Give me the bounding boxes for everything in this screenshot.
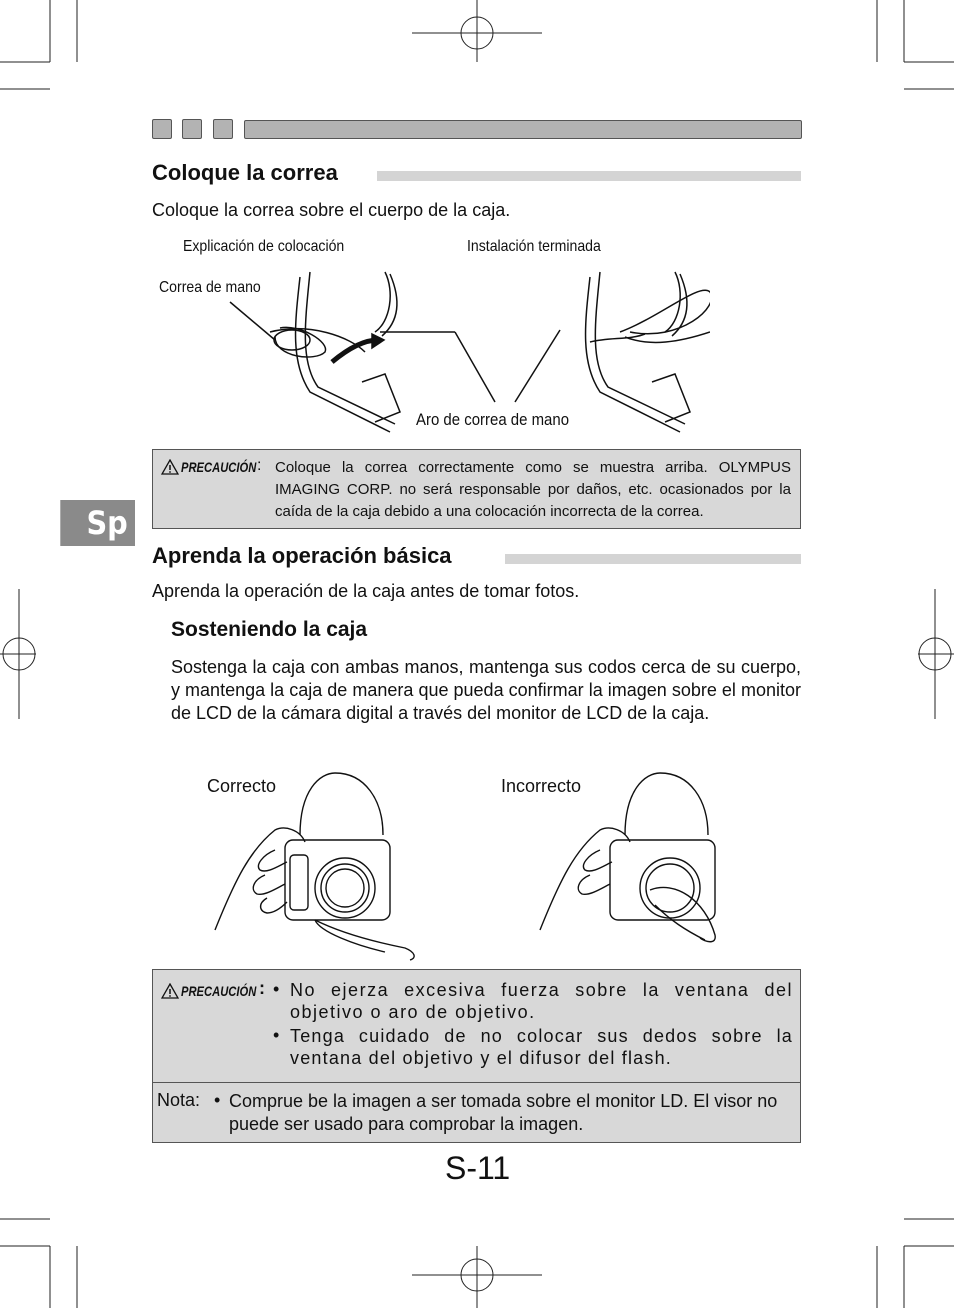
label-installed: Instalación terminada <box>467 238 601 255</box>
section-heading-operation: Aprenda la operación básica <box>152 543 452 568</box>
header-square-2 <box>182 119 202 139</box>
strap-intro-text: Coloque la correa sobre el cuerpo de la caja. <box>152 200 511 220</box>
label-explanation: Explicación de colocación <box>183 238 345 255</box>
caution-box-strap <box>152 449 801 529</box>
label-hand-strap: Correa de mano <box>159 279 261 296</box>
holding-text: Sostenga la caja con ambas manos, mantenga sus codos cerca de su cuerpo, y mantenga la caja de manera que pueda confirmar la imagen sobre el monitor de LCD de la cámara digital a través del monitor de LCD de la caja. <box>171 657 801 723</box>
header-square-1 <box>152 119 172 139</box>
caution-tag: PRECAUCIÓN <box>181 983 257 999</box>
warning-icon <box>161 459 179 475</box>
warning-icon <box>161 983 179 999</box>
label-correct: Correcto <box>207 776 277 796</box>
heading-rule <box>505 554 801 564</box>
heading-rule <box>377 171 801 181</box>
strap-illustration <box>150 262 710 442</box>
bullet-2: • <box>273 1025 280 1045</box>
caution-item-1: No ejerza excesiva fuerza sobre la ventana del objetivo o aro de objetivo. <box>290 980 793 1022</box>
language-tab: Sp <box>60 500 135 546</box>
caution-item-2: Tenga cuidado de no colocar sus dedos sobre la ventana del objetivo y el difusor del flash. <box>290 1026 793 1068</box>
section-heading-strap: Coloque la correa <box>152 160 338 185</box>
operation-intro-text: Aprenda la operación de la caja antes de tomar fotos. <box>152 581 580 601</box>
caution-text-strap: Coloque la correa correctamente como se muestra arriba. OLYMPUS IMAGING CORP. no será responsable por daños, etc. ocasionados por la caída de la caja debido a una colocación incorrecta de la correa. <box>275 459 791 520</box>
label-strap-ring: Aro de correa de mano <box>416 410 570 429</box>
caution-colon: : <box>259 978 265 998</box>
divider <box>153 1082 800 1083</box>
bullet-1: • <box>273 979 280 999</box>
caution-tag: PRECAUCIÓN <box>181 459 257 475</box>
bullet-note: • <box>214 1090 221 1110</box>
holding-illustration <box>205 770 725 965</box>
header-bar <box>244 120 802 139</box>
note-label: Nota: <box>157 1090 201 1110</box>
label-incorrect: Incorrecto <box>501 776 582 796</box>
subheading-holding: Sosteniendo la caja <box>171 618 368 641</box>
note-text: Comprue be la imagen a ser tomada sobre el monitor LD. El visor no puede ser usado para comprobar la imagen. <box>229 1091 778 1134</box>
page-number: S-11 <box>445 1150 511 1186</box>
caution-box-holding <box>152 969 801 1143</box>
caution-colon: : <box>257 457 262 474</box>
header-square-3 <box>213 119 233 139</box>
